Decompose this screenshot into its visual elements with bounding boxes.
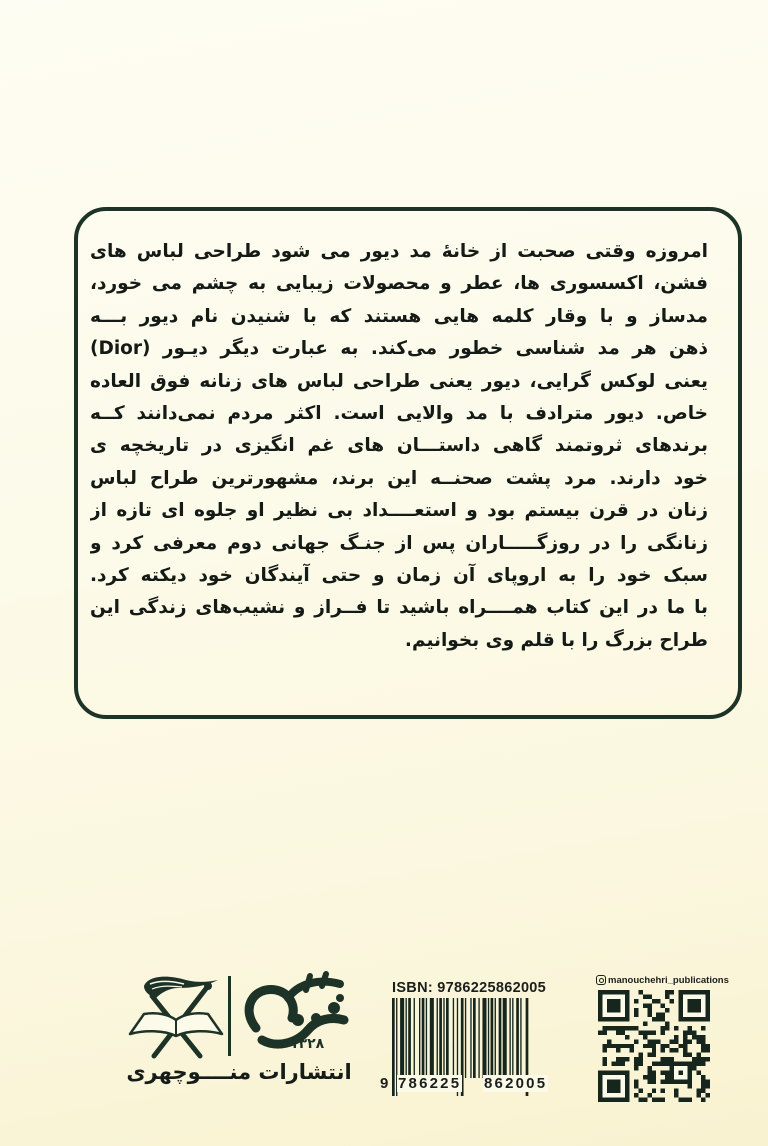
instagram-handle-text: manouchehri_publications — [608, 974, 729, 986]
blurb-line: سبک خود را به اروپای آن زمان و حتی آیندگان خود دیکته کرد. — [90, 565, 708, 587]
blurb-line: زنان در قرن بیستم بود و استعــــداد بی نظیر او جلوه ای تازه از — [90, 500, 708, 522]
qr-code[interactable] — [598, 990, 710, 1102]
blurb-line: فشن، اکسسوری ها، عطر و محصولات زیبایی به چشم می خورد، — [90, 273, 708, 295]
founded-year: ۱۳۲۸ — [290, 1036, 325, 1052]
blurb-line: زنانگی را در روزگـــــاران پس از جنـگ جهانی دوم معرفی کرد و — [90, 532, 708, 554]
barcode-digit-group-1: 786225 — [398, 1075, 462, 1092]
blurb-line: مدساز و با وقار کلمه هایی هستند که با شنیدن نام دیور بـــه — [90, 305, 708, 327]
back-cover-blurb — [90, 236, 708, 657]
blurb-line: یعنی لوکس گرایی، دیور یعنی طراحی لباس های زنانه فوق العاده — [90, 370, 708, 392]
blurb-line: طراح بزرگ را با قلم وی بخوانیم. — [404, 629, 708, 651]
instagram-icon — [596, 975, 606, 985]
publisher-name: انتشارات منــــوچهری — [126, 1060, 352, 1084]
blurb-line: با ما در این کتاب همــــراه باشید تا فــراز و نشیب‌های زندگی این — [90, 597, 708, 619]
logo-divider — [228, 976, 231, 1056]
barcode-digit-group-2: 862005 — [484, 1075, 548, 1092]
publisher-logo — [118, 968, 368, 1100]
blurb-line: امروزه وقتی صحبت از خانهٔ مد دیور می شود طراحی لباس های — [90, 241, 708, 262]
barcode-digit-first: 9 — [380, 1075, 389, 1092]
isbn-label: ISBN: 9786225862005 — [392, 980, 547, 996]
blurb-line: خاص. دیور مترادف با مد والایی است. اکثر مردم نمی‌دانند کــه — [90, 403, 708, 425]
blurb-line: خود دارند. مرد پشت صحنــه این برند، مشهورترین طراح لباس — [90, 467, 708, 489]
instagram-handle — [596, 973, 729, 987]
blurb-line: ذهن هر مد شناسی خطور می‌کند. به عبارت دیگر دیـور (Dior) — [90, 338, 708, 360]
blurb-line: برندهای ثروتمند گاهی داستـــان های غم انگیزی در تاریخچه ی — [90, 435, 708, 457]
open-book-quill-pen-icon — [126, 972, 226, 1062]
